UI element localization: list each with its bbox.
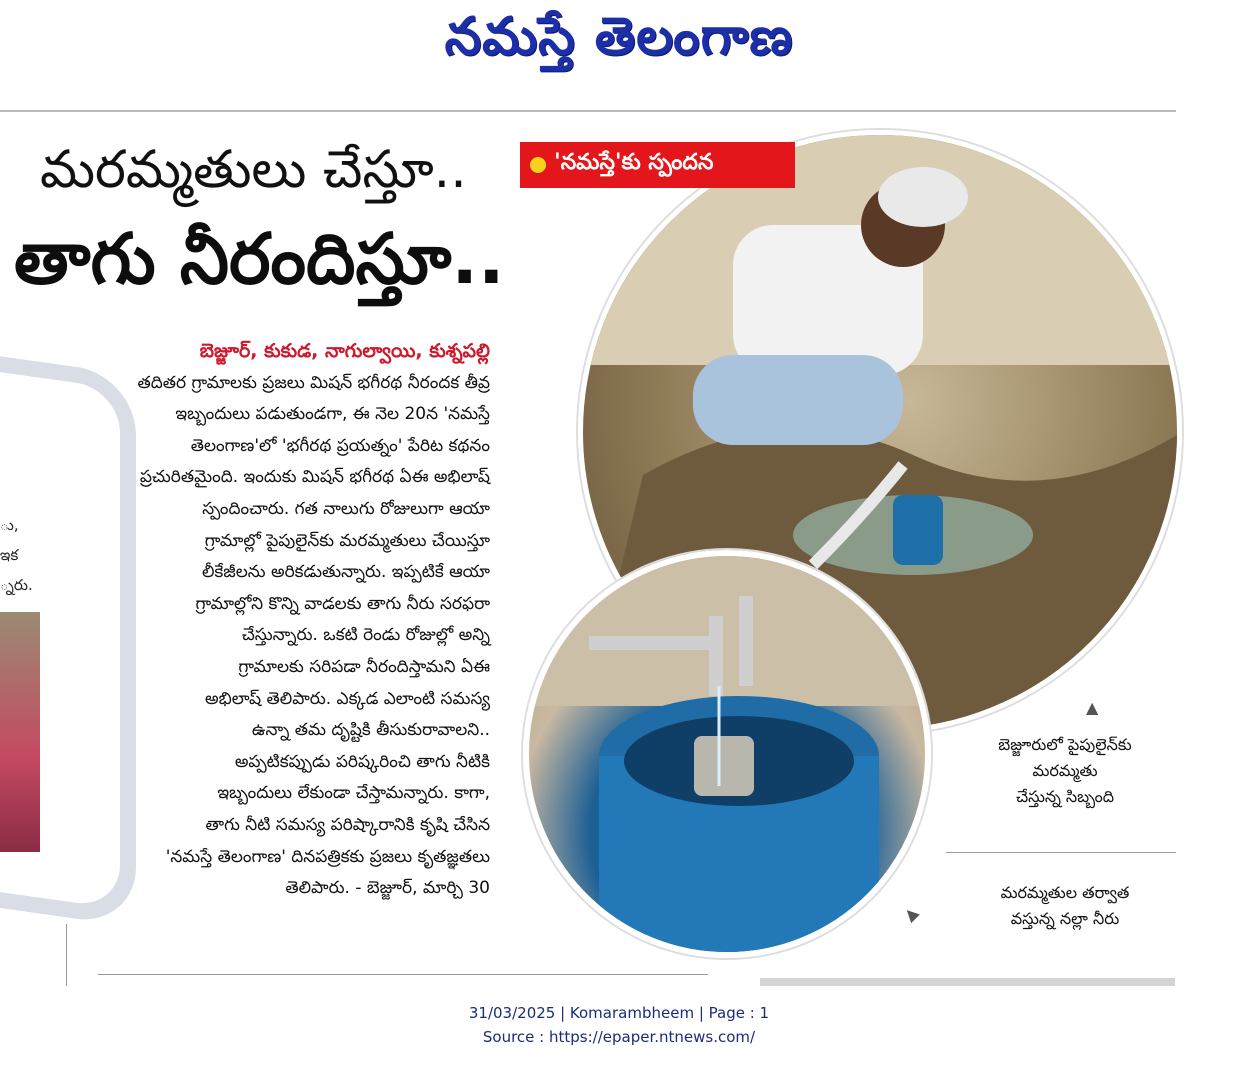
article-line: ఉన్నా తమ దృష్టికి తీసుకురావాలని.. — [251, 720, 490, 741]
headline-line-1: మరమ్మతులు చేస్తూ.. — [40, 140, 467, 200]
response-tag — [520, 142, 795, 188]
article-line: ప్రచురితమైంది. ఇందుకు మిషన్ భగీరథ ఏఈ అభిలాష్ — [139, 467, 490, 488]
bottom-rule — [98, 974, 708, 975]
article-lead: బెజ్జూర్, కుకుడ, నాగుల్వాయి, కుశ్నపల్లి — [199, 340, 490, 362]
response-tag-label: 'నమస్తే'కు స్పందన — [554, 150, 714, 175]
article-line: అభిలాష్ తెలిపారు. ఎక్కడ ఎలాంటి సమస్య — [205, 688, 490, 709]
side-fragment-line: ు, — [0, 516, 19, 534]
article-line: గ్రామాలకు సరిపడా నీరందిస్తామని ఏఈ — [238, 656, 490, 677]
article-line: లీకేజీలను అరికడుతున్నారు. ఇప్పటికే ఆయా — [201, 562, 490, 583]
article-line: తాగు నీటి సమస్య పరిష్కారానికి కృషి చేసిన — [205, 814, 490, 835]
masthead-logo: నమస్తే తెలంగాణ — [444, 6, 794, 67]
masthead-divider — [0, 110, 1176, 112]
headline-line-2: తాగు నీరందిస్తూ.. — [14, 218, 505, 300]
caption-pointer-icon: ▲ — [1086, 698, 1099, 717]
article-line: 'నమస్తే తెలంగాణ' దినపత్రికకు ప్రజలు కృతజ్ఞతలు — [165, 846, 490, 867]
article-line: ఇబ్బందులు పడుతుండగా, ఈ నెల 20న 'నమస్తే — [175, 404, 490, 425]
article-line: చేస్తున్నారు. ఒకటి రెండు రోజుల్లో అన్ని — [241, 625, 490, 646]
column-divider — [66, 924, 67, 986]
caption-line: మరమ్మతు — [1032, 761, 1098, 780]
bottom-photo-caption — [960, 880, 1170, 932]
article-line: తెలంగాణ'లో 'భగీరథ ప్రయత్నం' పేరిట కథనం — [190, 435, 490, 456]
footer-source: Source : https://epaper.ntnews.com/ — [482, 1028, 756, 1046]
water-drum-illustration — [529, 556, 925, 952]
footer-date-edition: 31/03/2025 | Komarambheem | Page : 1 — [468, 1004, 770, 1022]
article-line: గ్రామాల్లో పైపులైన్‌కు మరమ్మతులు చేయిస్తూ — [204, 530, 490, 551]
caption-line: మరమ్మతుల తర్వాత — [1000, 883, 1130, 902]
adjacent-article-photo — [0, 612, 40, 852]
article-line: తెలిపారు. - బెజ్జూర్, మార్చి 30 — [285, 878, 490, 899]
article-line: అప్పటికప్పుడు పరిష్కరించి తాగు నీటికి — [234, 751, 490, 772]
top-photo-caption — [960, 732, 1170, 810]
article-line: గ్రామాల్లోని కొన్ని వాడలకు తాగు నీరు సరఫరా — [195, 593, 490, 614]
article-line: ఇబ్బందులు లేకుండా చేస్తామన్నారు. కాగా, — [217, 783, 490, 804]
adjacent-article-text — [0, 510, 33, 600]
side-fragment-line: ఇక — [0, 546, 19, 564]
bottom-band — [760, 978, 1175, 986]
article-line: స్పందించారు. గత నాలుగు రోజులుగా ఆయా — [202, 498, 490, 519]
article-line: తదితర గ్రామాలకు ప్రజలు మిషన్ భగీరథ నీరందక తీవ్ర — [137, 372, 490, 393]
water-drum-photo — [523, 550, 931, 958]
caption-divider — [946, 852, 1176, 853]
article-body — [80, 336, 490, 905]
caption-pointer-icon: ▲ — [899, 902, 922, 925]
side-fragment-line: ్నరు. — [0, 576, 33, 594]
caption-line: బెజ్జూరులో పైపులైన్‌కు — [998, 735, 1132, 754]
caption-line: చేస్తున్న సిబ్బంది — [1015, 787, 1115, 806]
caption-line: వస్తున్న నల్లా నీరు — [1010, 909, 1120, 928]
tag-dot-icon — [530, 157, 546, 173]
